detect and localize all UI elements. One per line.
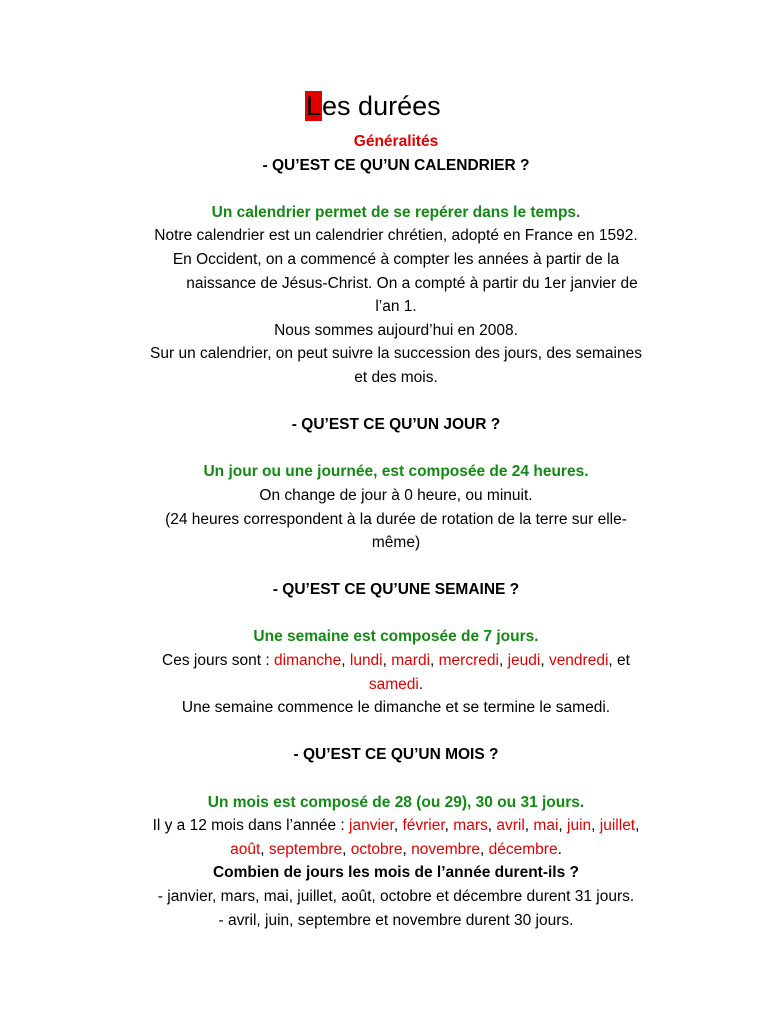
mois-answer: - janvier, mars, mai, juillet, août, octobre et décembre durent 31 jours. [157,888,635,905]
title-rest: es durées [322,91,441,121]
period: . [557,840,562,858]
days-and: , et [608,652,630,670]
subtitle: Généralités [353,133,439,150]
month-name: septembre [268,840,343,858]
month-name: mars [453,817,488,835]
days-intro: Ces jours sont : [162,652,275,670]
calendrier-line: Nous sommes aujourd’hui en 2008. [274,321,518,339]
month-name: mai [533,817,559,835]
jour-line: On change de jour à 0 heure, ou minuit. [259,486,533,504]
month-name: octobre [350,840,403,858]
day-name: dimanche [274,652,342,670]
jour-line: même) [371,534,421,552]
month-name: février [402,817,445,835]
months-line-2: août, septembre, octobre, novembre, décembre. [230,840,562,858]
calendrier-line: l’an 1. [375,298,417,316]
mois-answer: - avril, juin, septembre et novembre durent 30 jours. [218,911,574,929]
document-body [104,130,688,932]
question-calendrier: - QU’EST CE QU’UN CALENDRIER ? [262,156,530,174]
question-semaine: - QU’EST CE QU’UNE SEMAINE ? [272,581,520,599]
month-name: juin [567,817,592,835]
month-name: novembre [411,840,481,858]
calendrier-line: naissance de Jésus-Christ. On a compté à partir du 1er janvier de [186,274,638,292]
day-name: mardi [391,652,431,670]
calendrier-line: Notre calendrier est un calendrier chrétien, adopté en France en 1592. [154,227,638,245]
day-name: mercredi [438,652,499,670]
month-name: août [230,840,261,858]
jour-line: (24 heures correspondent à la durée de rotation de la terre sur elle- [165,510,627,528]
question-mois: - QU’EST CE QU’UN MOIS ? [293,746,499,764]
month-name: décembre [488,840,558,858]
lead-mois: Un mois est composé de 28 (ou 29), 30 ou 31 jours. [207,793,585,811]
day-name: jeudi [507,652,541,670]
sub-question-mois: Combien de jours les mois de l’année durent-ils ? [212,864,580,882]
lead-jour: Un jour ou une journée, est composée de 24 heures. [203,463,589,481]
days-line: Ces jours sont : dimanche, lundi, mardi, mercredi, jeudi, vendredi, et [162,652,630,670]
month-name: avril [496,817,525,835]
day-name: samedi [368,675,419,693]
page-title [305,88,441,124]
months-line: Il y a 12 mois dans l’année : janvier, février, mars, avril, mai, juin, juillet, [152,817,640,835]
calendrier-line: En Occident, on a commencé à compter les années à partir de la [172,250,620,268]
calendrier-line: et des mois. [354,368,438,386]
months-intro: Il y a 12 mois dans l’année : [152,817,350,835]
lead-calendrier: Un calendrier permet de se repérer dans le temps. [211,203,581,221]
semaine-note: Une semaine commence le dimanche et se termine le samedi. [181,699,611,717]
day-name: lundi [349,652,383,670]
month-name: janvier [349,817,394,835]
period: . [418,675,424,693]
question-jour: - QU’EST CE QU’UN JOUR ? [291,416,501,434]
days-line-2 [104,673,688,697]
calendrier-line: Sur un calendrier, on peut suivre la succession des jours, des semaines [150,345,642,363]
title-first-letter: L [306,91,322,121]
day-name: vendredi [548,652,609,670]
lead-semaine: Une semaine est composée de 7 jours. [253,628,539,646]
month-name: juillet [599,817,636,835]
